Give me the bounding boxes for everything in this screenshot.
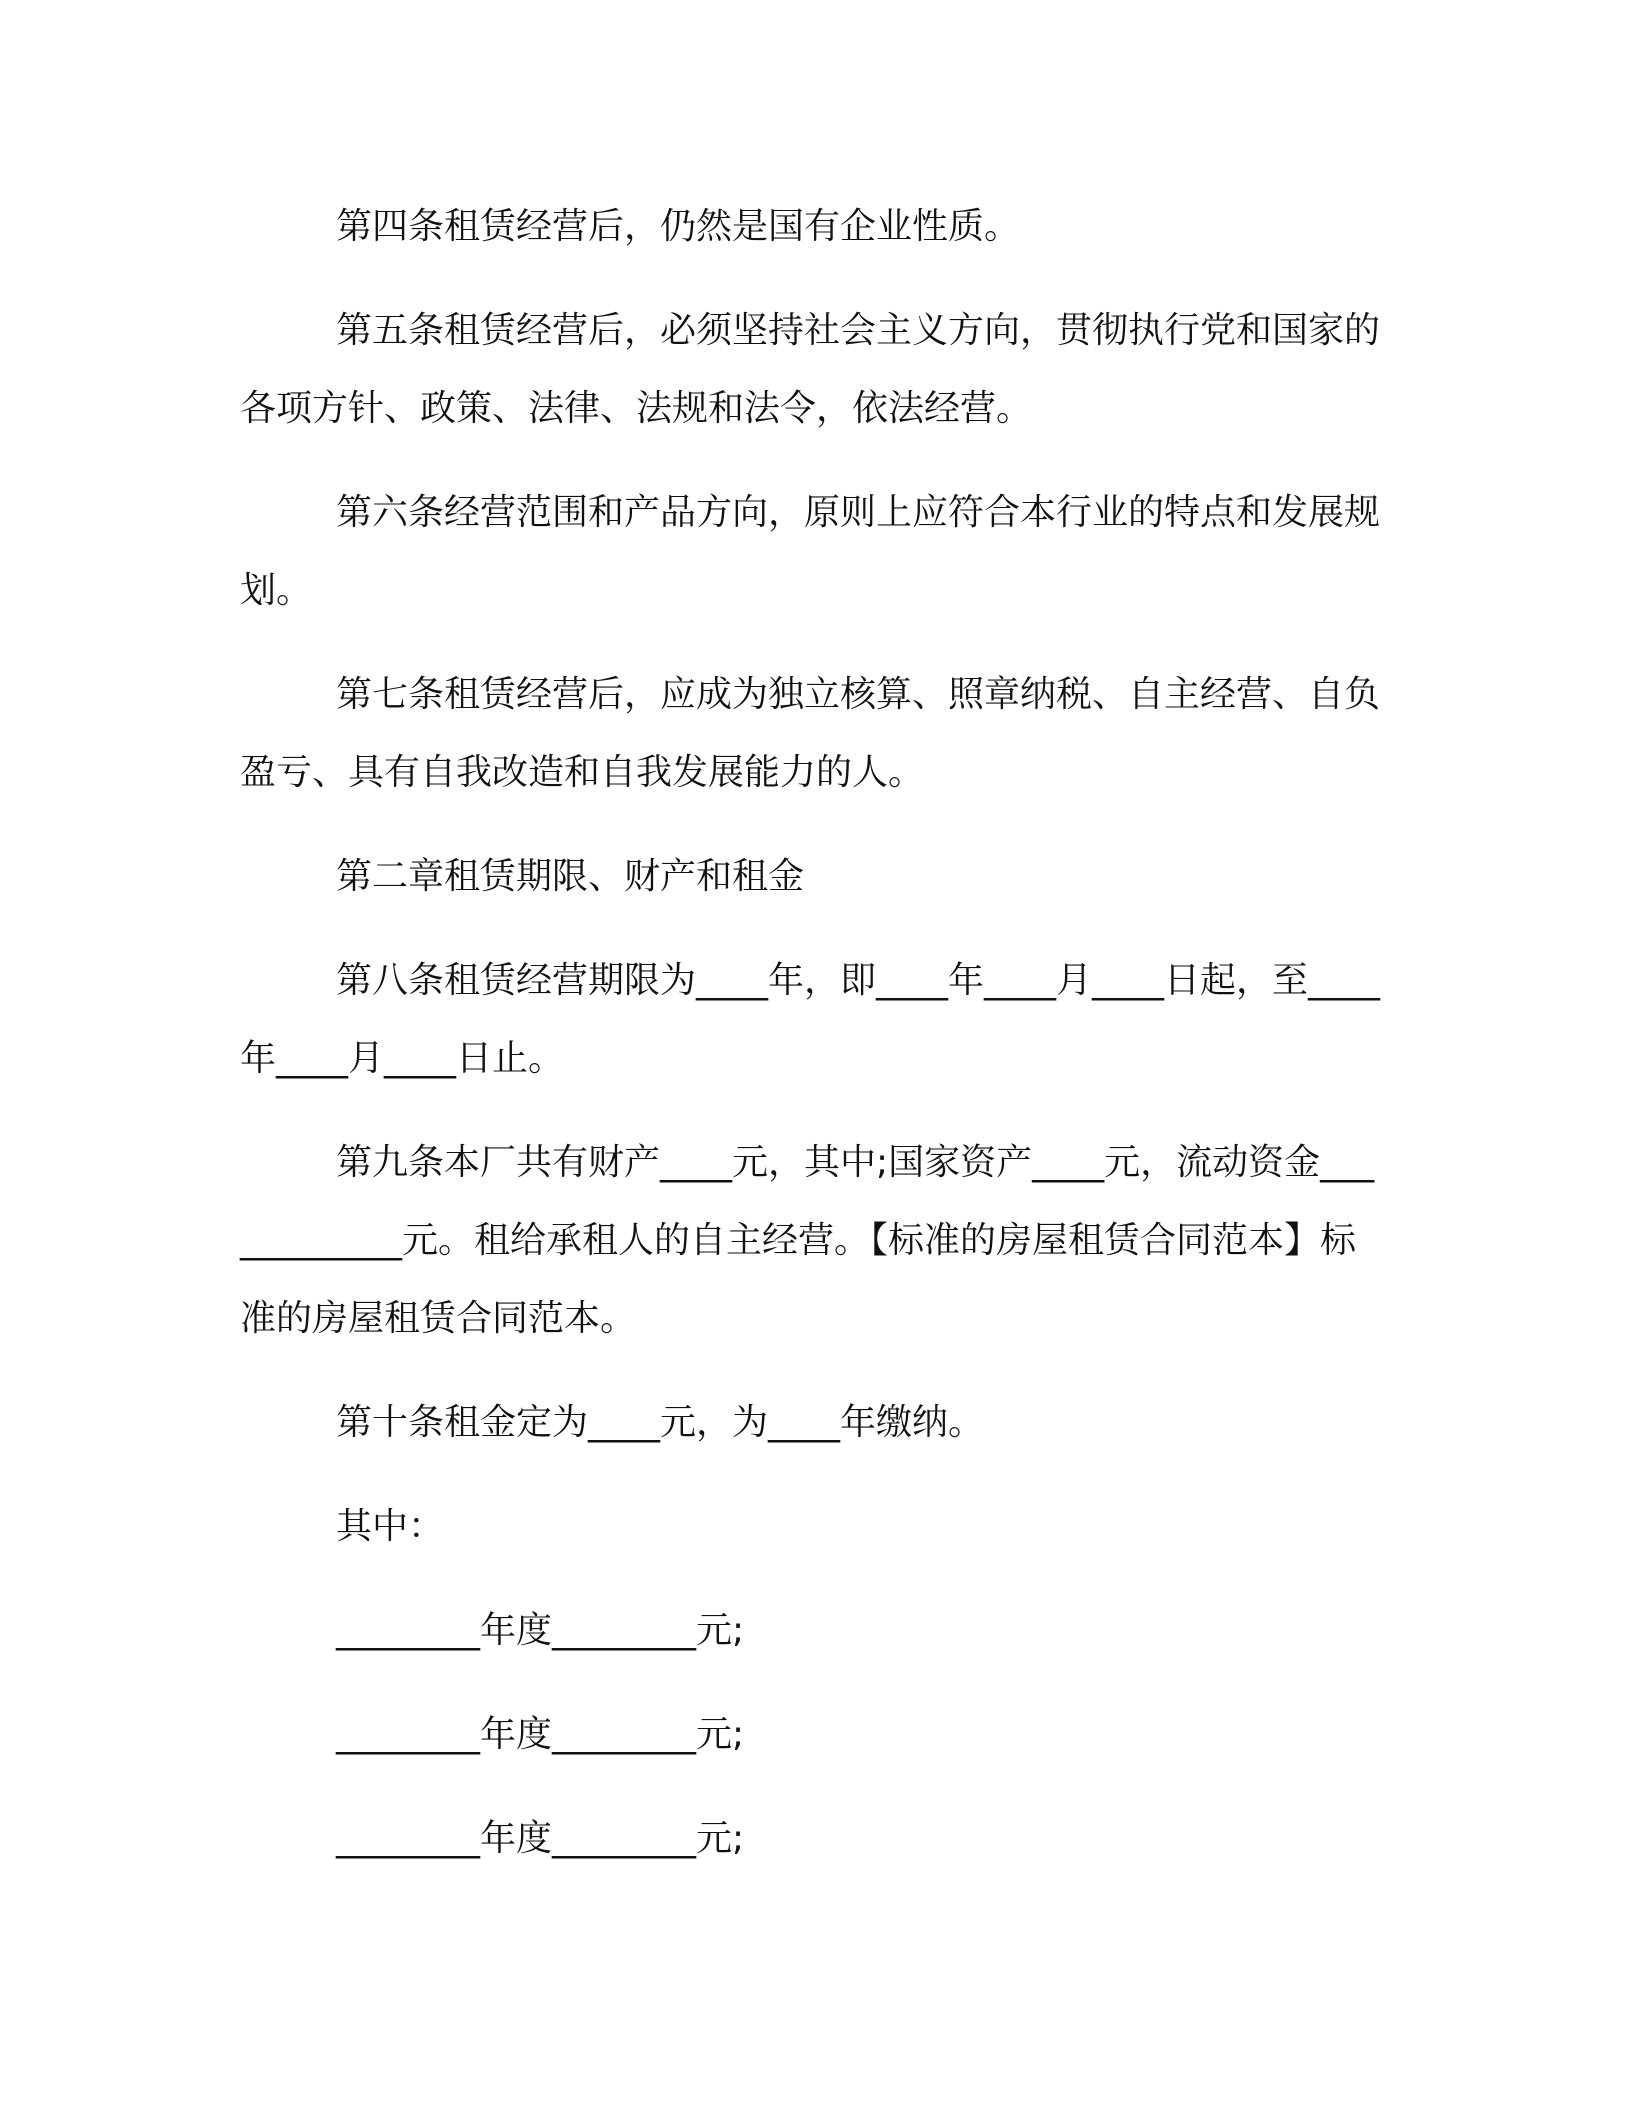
document-page [240, 188, 1380, 1878]
article-10: 第十条租金定为____元，为____年缴纳。 [336, 1402, 985, 1443]
chapter-2-heading: 第二章租赁期限、财产和租金 [336, 856, 805, 897]
article-5: 第五条租赁经营后，必须坚持社会主义方向，贯彻执行党和国家的各项方针、政策、法律、法规和法令，依法经营。 [240, 310, 1381, 429]
article-7: 第七条租赁经营后，应成为独立核算、照章纳税、自主经营、自负盈亏、具有自我改造和自我发展能力的人。 [240, 674, 1381, 793]
rent-year-line: ________年度________元; [336, 1610, 745, 1651]
article-4: 第四条租赁经营后，仍然是国有企业性质。 [336, 206, 1021, 247]
article-6: 第六条经营范围和产品方向，原则上应符合本行业的特点和发展规划。 [240, 492, 1381, 611]
rent-year-line: ________年度________元; [336, 1714, 745, 1755]
article-8: 第八条租赁经营期限为____年，即____年____月____日起，至____年____月____日止。 [240, 960, 1381, 1079]
rent-year-line: ________年度________元; [336, 1818, 745, 1859]
rent-breakdown-label: 其中： [336, 1506, 445, 1547]
article-9: 第九条本厂共有财产____元，其中;国家资产____元，流动资金____________元。租给承租人的自主经营。【标准的房屋租赁合同范本】标准的房屋租赁合同范本。 [240, 1142, 1375, 1339]
